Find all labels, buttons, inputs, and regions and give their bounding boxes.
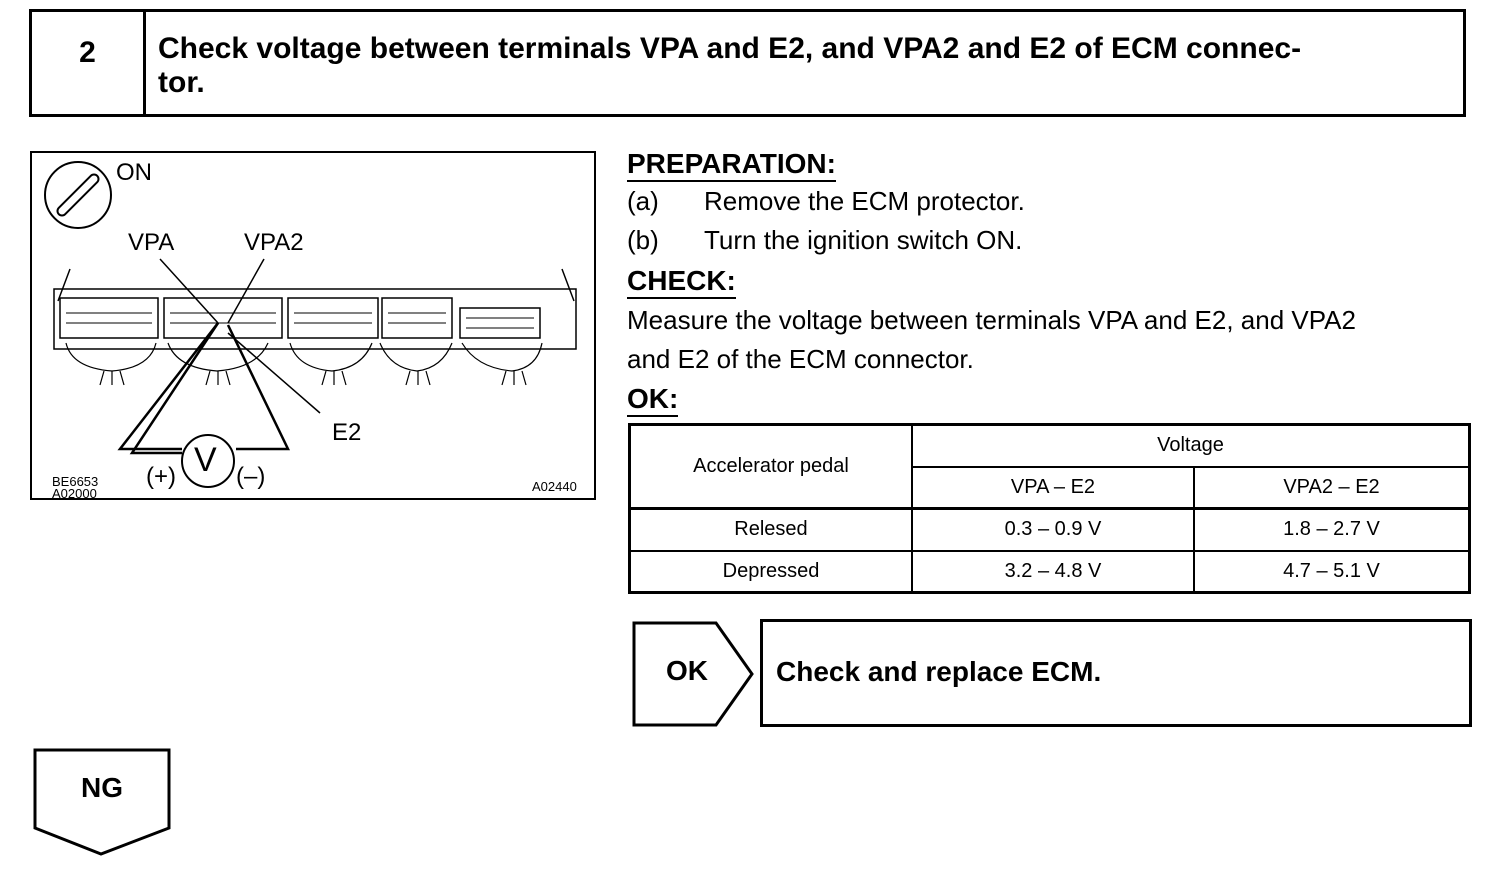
col-header-pedal: Accelerator pedal	[630, 425, 913, 509]
row-vpa2-value: 1.8 – 2.7 V	[1194, 509, 1470, 551]
prep-step-b-letter: (b)	[627, 225, 659, 255]
connector-diagram	[32, 153, 598, 502]
check-instruction-line2: and E2 of the ECM connector.	[627, 344, 974, 374]
vpa2-label: VPA2	[244, 229, 304, 256]
figure-code-left	[52, 476, 98, 500]
step-header	[29, 9, 1466, 117]
ok-heading: OK:	[627, 383, 678, 417]
figure-code-left-2: A02000	[52, 486, 97, 501]
row-vpa-value: 0.3 – 0.9 V	[912, 509, 1194, 551]
row-vpa-value: 3.2 – 4.8 V	[912, 551, 1194, 593]
terminal-pointers	[160, 259, 320, 413]
vpa-label: VPA	[128, 229, 175, 256]
col-header-voltage: Voltage	[912, 425, 1470, 467]
voltage-spec-table	[628, 423, 1471, 594]
preparation-heading: PREPARATION:	[627, 148, 836, 182]
prep-step-b-text: Turn the ignition switch ON.	[704, 225, 1023, 255]
test-leads	[120, 323, 288, 453]
prep-step-a-text: Remove the ECM protector.	[704, 186, 1025, 216]
connector-pins	[66, 313, 534, 328]
step-title-line2: tor.	[158, 66, 205, 99]
voltmeter-symbol: V	[194, 441, 217, 479]
row-pedal: Depressed	[630, 551, 913, 593]
ignition-key-icon	[45, 162, 111, 228]
check-heading: CHECK:	[627, 265, 736, 299]
step-title	[158, 32, 1443, 100]
table-row	[630, 551, 1470, 593]
row-pedal: Relesed	[630, 509, 913, 551]
ok-result-text: Check and replace ECM.	[776, 656, 1102, 687]
step-number: 2	[32, 12, 146, 114]
sub-header-vpa: VPA – E2	[912, 467, 1194, 509]
row-vpa2-value: 4.7 – 5.1 V	[1194, 551, 1470, 593]
ecm-body	[54, 269, 576, 349]
ng-label: NG	[81, 772, 123, 803]
figure-code-right: A02440	[532, 479, 577, 494]
plus-lead-label: (+)	[146, 463, 176, 490]
switch-on-label: ON	[116, 159, 152, 186]
sub-header-vpa2: VPA2 – E2	[1194, 467, 1470, 509]
minus-lead-label: (–)	[236, 463, 266, 490]
table-row	[630, 509, 1470, 551]
step-title-line1: Check voltage between terminals VPA and E2, and VPA2 and E2 of ECM connec-	[158, 32, 1302, 65]
ok-result-box	[760, 619, 1472, 727]
ecm-connector-illustration	[30, 151, 596, 500]
e2-label: E2	[332, 419, 362, 446]
figure-code-left-1: BE6653	[52, 474, 99, 489]
prep-step-a-letter: (a)	[627, 186, 659, 216]
ok-label: OK	[666, 655, 708, 686]
check-instruction-line1: Measure the voltage between terminals VPA and E2, and VPA2	[627, 305, 1356, 335]
